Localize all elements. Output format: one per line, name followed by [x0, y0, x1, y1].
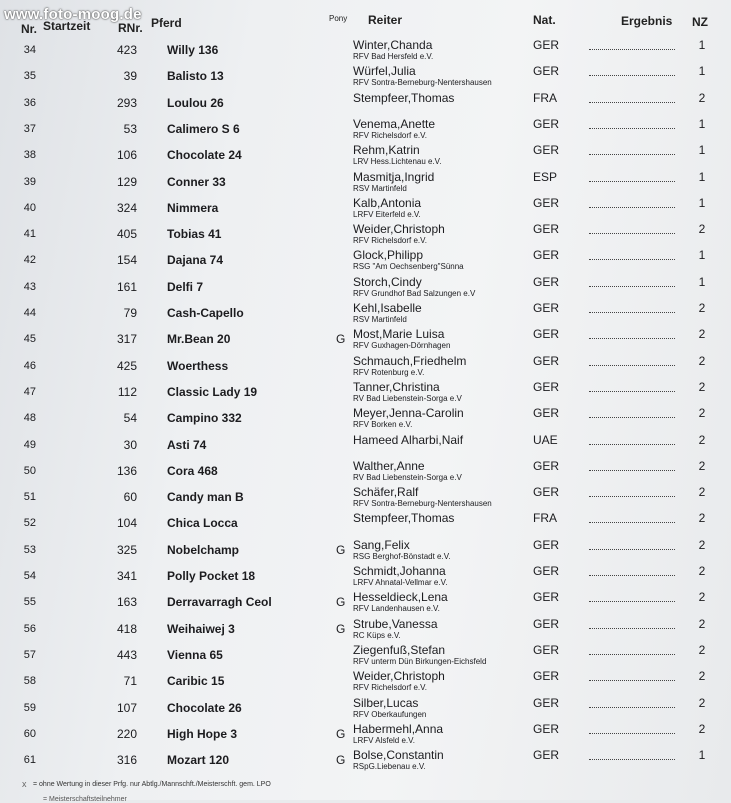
header-rnr: RNr. — [118, 21, 143, 35]
nz-value: 2 — [698, 590, 706, 605]
nationality: GER — [533, 669, 560, 684]
rider-number: 423 — [116, 43, 137, 57]
result-field — [589, 94, 675, 103]
rider-name: Stempfeer,Thomas — [353, 90, 455, 105]
rider-number: 112 — [117, 384, 137, 399]
nz-value: 1 — [698, 248, 706, 263]
header-ergebnis: Ergebnis — [621, 14, 673, 28]
nationality: GER — [533, 616, 560, 631]
start-number: 56 — [23, 622, 36, 635]
club-name: RFV Rotenburg e.V. — [353, 367, 425, 377]
result-field — [589, 462, 675, 471]
horse-name: Vienna 65 — [167, 647, 223, 662]
club-name: RFV Guxhagen-Dörnhagen — [353, 341, 451, 351]
horse-name: Weihaiwej 3 — [167, 621, 235, 636]
pony-mark: G — [336, 595, 346, 610]
club-name: RSG "Am Oechsenberg"Sünna — [353, 262, 464, 272]
club-name: RFV Richelsdorf e.V. — [353, 236, 427, 246]
horse-name: Cash-Capello — [167, 306, 244, 320]
nationality: GER — [533, 116, 560, 131]
start-number: 52 — [23, 517, 36, 530]
horse-name: Nobelchamp — [167, 542, 240, 557]
nz-value: 2 — [698, 537, 706, 552]
nationality: UAE — [533, 432, 558, 447]
club-name: RFV Sontra-Berneburg-Nentershausen — [353, 78, 492, 88]
rider-number: 79 — [123, 306, 137, 320]
table-row — [0, 696, 731, 722]
result-field — [589, 120, 675, 129]
rider-number: 317 — [116, 332, 137, 347]
table-row — [0, 406, 731, 432]
club-name: RV Bad Liebenstein-Sorga e.V — [353, 393, 462, 403]
nationality: GER — [533, 248, 560, 263]
rider-name: Rehm,Katrin — [353, 143, 420, 158]
table-row — [0, 669, 731, 695]
nz-value: 2 — [698, 458, 706, 473]
nationality: GER — [533, 748, 560, 763]
nationality: GER — [533, 642, 560, 657]
rider-number: 163 — [116, 595, 137, 610]
nz-value: 1 — [698, 116, 706, 131]
club-name: RFV Sontra-Berneburg-Nentershausen — [353, 499, 492, 509]
club-name: RFV Bad Hersfeld e.V. — [353, 52, 434, 61]
horse-name: Derravarragh Ceol — [167, 595, 272, 610]
table-row — [0, 485, 731, 511]
start-number: 50 — [23, 464, 36, 477]
table-row — [0, 590, 731, 616]
table-row — [0, 143, 731, 169]
rider-number: 154 — [116, 253, 137, 268]
start-number: 59 — [23, 701, 36, 714]
club-name: LRFV Eiterfeld e.V. — [353, 209, 421, 219]
rider-number: 341 — [116, 569, 137, 583]
table-row — [0, 38, 731, 64]
club-name: RC Küps e.V. — [353, 630, 401, 640]
result-field — [589, 699, 675, 708]
nz-value: 2 — [698, 90, 706, 105]
table-row — [0, 617, 731, 643]
rider-number: 71 — [123, 674, 137, 689]
nz-value: 1 — [698, 143, 706, 158]
rider-number: 107 — [116, 700, 137, 715]
horse-name: Delfi 7 — [167, 279, 204, 294]
nz-value: 2 — [698, 642, 706, 657]
nationality: GER — [533, 695, 560, 710]
rider-name: Hameed Alharbi,Naif — [353, 432, 464, 447]
club-name: LRFV Alsfeld e.V. — [353, 735, 415, 745]
rider-name: Kehl,Isabelle — [353, 301, 422, 315]
start-number: 60 — [23, 727, 36, 740]
nz-value: 1 — [698, 748, 706, 763]
horse-name: Loulou 26 — [167, 95, 224, 110]
table-row — [0, 275, 731, 301]
rider-number: 104 — [116, 516, 137, 531]
rider-number: 136 — [116, 463, 137, 478]
result-field — [589, 646, 675, 655]
table-row — [0, 433, 731, 459]
result-field — [589, 225, 675, 234]
nz-value: 1 — [698, 38, 706, 52]
nz-value: 1 — [698, 64, 706, 79]
result-field — [589, 41, 675, 50]
horse-name: Dajana 74 — [167, 253, 224, 268]
table-row — [0, 459, 731, 485]
club-name: RFV Landenhausen e.V. — [353, 604, 440, 614]
horse-name: Chocolate 24 — [167, 148, 242, 163]
table-row — [0, 327, 731, 353]
rider-name: Meyer,Jenna-Carolin — [353, 406, 464, 421]
nationality: GER — [533, 379, 560, 394]
footnote-mark: x — [22, 779, 27, 789]
table-row — [0, 748, 731, 774]
rider-name: Silber,Lucas — [353, 695, 419, 710]
rider-number: 325 — [116, 542, 137, 557]
header-nz: NZ — [692, 15, 708, 29]
start-number: 38 — [23, 149, 36, 162]
nationality: GER — [533, 143, 560, 158]
start-number: 58 — [23, 675, 36, 688]
horse-name: Willy 136 — [167, 43, 219, 57]
table-row — [0, 538, 731, 564]
nationality: GER — [533, 274, 560, 289]
rider-name: Strube,Vanessa — [353, 616, 438, 631]
horse-name: Classic Lady 19 — [167, 384, 258, 399]
header-nr: Nr. — [21, 22, 38, 36]
header-nat: Nat. — [533, 13, 556, 27]
rider-number: 60 — [123, 490, 137, 505]
result-field — [589, 251, 675, 260]
table-row — [0, 117, 731, 143]
horse-name: Nimmera — [167, 200, 219, 215]
nationality: GER — [533, 485, 560, 500]
nationality: GER — [533, 590, 560, 605]
result-field — [589, 67, 675, 76]
table-row — [0, 722, 731, 748]
horse-name: Calimero S 6 — [167, 121, 240, 136]
nz-value: 2 — [698, 721, 706, 736]
watermark: www.foto-moog.de — [4, 6, 142, 23]
nationality: GER — [533, 458, 560, 473]
rider-number: 53 — [123, 121, 137, 136]
result-field — [589, 620, 675, 629]
result-field — [589, 751, 675, 760]
start-number: 44 — [23, 307, 36, 319]
pony-mark: G — [336, 726, 346, 741]
rider-number: 324 — [116, 200, 137, 215]
header-reiter: Reiter — [368, 13, 403, 27]
start-number: 48 — [23, 412, 36, 425]
club-name: RFV Oberkaufungen — [353, 709, 427, 719]
result-field — [589, 672, 675, 681]
horse-name: Campino 332 — [167, 411, 242, 426]
horse-name: Mozart 120 — [167, 753, 230, 768]
nz-value: 2 — [698, 353, 706, 368]
result-field — [589, 330, 675, 339]
club-name: RFV Richelsdorf e.V. — [353, 683, 427, 693]
club-name: RSG Berghof-Bönstadt e.V. — [353, 551, 451, 561]
horse-name: Mr.Bean 20 — [167, 332, 231, 347]
horse-name: Chica Locca — [167, 516, 238, 531]
start-number: 51 — [23, 491, 36, 504]
nationality: GER — [533, 38, 560, 52]
nationality: GER — [533, 195, 560, 210]
result-field — [589, 436, 675, 445]
club-name: RSV Martinfeld — [353, 183, 407, 193]
start-number: 43 — [23, 280, 36, 293]
club-name: RFV unterm Dün Birkungen-Eichsfeld — [353, 656, 487, 666]
start-number: 57 — [23, 648, 36, 661]
nationality: FRA — [533, 511, 557, 526]
club-name: RFV Richelsdorf e.V. — [353, 130, 427, 140]
result-field — [589, 409, 675, 418]
nz-value: 2 — [698, 432, 706, 447]
nz-value: 2 — [698, 669, 706, 684]
table-row — [0, 511, 731, 537]
club-name: RSV Martinfeld — [353, 315, 407, 324]
result-field — [589, 199, 675, 208]
horse-name: Candy man B — [167, 490, 244, 505]
footnote-text: = ohne Wertung in dieser Prfg. nur Abtlg./Mannschft./Meisterschft. gem. LPO — [33, 781, 271, 788]
start-number: 41 — [23, 228, 36, 241]
rider-name: Weider,Christoph — [353, 669, 445, 684]
rider-number: 443 — [116, 647, 137, 662]
rider-name: Ziegenfuß,Stefan — [353, 642, 446, 657]
rider-name: Masmitja,Ingrid — [353, 169, 435, 184]
table-row — [0, 91, 731, 117]
nz-value: 2 — [698, 564, 706, 578]
rider-number: 316 — [116, 753, 137, 768]
rider-name: Habermehl,Anna — [353, 721, 444, 736]
rider-name: Most,Marie Luisa — [353, 327, 445, 342]
result-field — [589, 725, 675, 734]
nz-value: 2 — [698, 379, 706, 394]
nz-value: 2 — [698, 222, 706, 237]
rider-name: Winter,Chanda — [353, 38, 433, 52]
table-row — [0, 64, 731, 90]
start-number: 49 — [23, 438, 36, 451]
start-number: 54 — [23, 570, 36, 582]
header-startzeit: Startzeit — [43, 19, 91, 33]
rider-number: 129 — [116, 174, 137, 189]
nz-value: 2 — [698, 511, 706, 526]
rider-name: Bolse,Constantin — [353, 748, 444, 763]
rider-name: Weider,Christoph — [353, 222, 445, 237]
result-field — [589, 146, 675, 155]
rider-number: 30 — [123, 437, 137, 452]
start-number: 39 — [23, 175, 36, 188]
horse-name: Polly Pocket 18 — [167, 569, 256, 583]
horse-name: Asti 74 — [167, 437, 207, 452]
rider-number: 405 — [116, 227, 137, 242]
rider-number: 161 — [116, 279, 137, 294]
nationality: FRA — [533, 90, 557, 105]
nationality: ESP — [533, 169, 558, 184]
rider-number: 425 — [116, 358, 137, 373]
rider-number: 54 — [123, 411, 137, 426]
club-name: LRV Hess.Lichtenau e.V. — [353, 157, 442, 167]
rider-name: Sang,Felix — [353, 537, 410, 552]
start-number: 40 — [23, 201, 36, 214]
start-number: 53 — [23, 543, 36, 556]
horse-name: Woerthess — [167, 358, 229, 373]
start-number: 46 — [23, 359, 36, 372]
table-row — [0, 564, 731, 590]
rider-name: Glock,Philipp — [353, 248, 424, 263]
horse-name: High Hope 3 — [167, 726, 238, 741]
rider-number: 293 — [116, 95, 137, 110]
rider-number: 106 — [116, 148, 137, 163]
nationality: GER — [533, 721, 560, 736]
result-field — [589, 541, 675, 550]
rider-name: Storch,Cindy — [353, 274, 422, 289]
pony-mark: G — [336, 753, 346, 768]
pony-mark: G — [336, 332, 346, 347]
nationality: GER — [533, 537, 560, 552]
rider-number: 220 — [116, 726, 137, 741]
nz-value: 1 — [698, 195, 706, 210]
result-field — [589, 488, 675, 497]
start-number: 61 — [23, 754, 36, 767]
nz-value: 2 — [698, 327, 706, 342]
pony-mark: G — [336, 542, 346, 557]
rider-name: Kalb,Antonia — [353, 195, 422, 210]
table-row — [0, 643, 731, 669]
start-number: 34 — [23, 44, 36, 56]
result-field — [589, 278, 675, 287]
club-name: RSpG.Liebenau e.V. — [353, 762, 426, 772]
nz-value: 1 — [698, 169, 706, 184]
nz-value: 2 — [698, 695, 706, 710]
nationality: GER — [533, 327, 560, 342]
nz-value: 2 — [698, 485, 706, 500]
table-row — [0, 222, 731, 248]
nationality: GER — [533, 564, 560, 578]
start-number: 55 — [23, 596, 36, 609]
club-name: LRFV Ahnatal-Vellmar e.V. — [353, 578, 448, 587]
result-field — [589, 514, 675, 523]
table-row — [0, 248, 731, 274]
pony-mark: G — [336, 621, 346, 636]
nationality: GER — [533, 353, 560, 368]
horse-name: Balisto 13 — [167, 69, 224, 84]
result-field — [589, 593, 675, 602]
rider-number: 39 — [123, 69, 137, 84]
result-field — [589, 173, 675, 182]
footnote-text-2: = Meisterschaftsteilnehmer — [43, 796, 127, 803]
nationality: GER — [533, 301, 560, 315]
horse-name: Caribic 15 — [167, 674, 225, 689]
table-row — [0, 196, 731, 222]
club-name: RFV Grundhof Bad Salzungen e.V — [353, 288, 476, 298]
start-number: 42 — [23, 254, 36, 267]
rider-name: Hesseldieck,Lena — [353, 590, 448, 605]
start-number: 35 — [23, 70, 36, 83]
rider-name: Schmidt,Johanna — [353, 564, 446, 578]
nz-value: 2 — [698, 616, 706, 631]
start-number: 37 — [23, 122, 36, 135]
club-name: RV Bad Liebenstein-Sorga e.V — [353, 472, 462, 482]
table-row — [0, 380, 731, 406]
rider-name: Schmauch,Friedhelm — [353, 353, 467, 368]
horse-name: Cora 468 — [167, 463, 218, 478]
result-field — [589, 304, 675, 313]
header-pferd: Pferd — [151, 16, 182, 30]
nationality: GER — [533, 64, 560, 79]
result-field — [589, 357, 675, 366]
nationality: GER — [533, 406, 560, 421]
header-pony: Pony — [329, 14, 348, 23]
horse-name: Tobias 41 — [167, 227, 222, 242]
start-number: 47 — [23, 385, 36, 398]
table-row — [0, 170, 731, 196]
nationality: GER — [533, 222, 560, 237]
nz-value: 2 — [698, 406, 706, 421]
nz-value: 1 — [698, 274, 706, 289]
rider-name: Schäfer,Ralf — [353, 485, 419, 500]
rider-name: Stempfeer,Thomas — [353, 511, 455, 526]
result-field — [589, 383, 675, 392]
table-row — [0, 301, 731, 327]
nz-value: 2 — [698, 301, 706, 315]
rider-name: Würfel,Julia — [353, 64, 416, 79]
start-number: 36 — [23, 96, 36, 109]
table-row — [0, 354, 731, 380]
rider-number: 418 — [116, 621, 137, 636]
rider-name: Venema,Anette — [353, 116, 436, 131]
horse-name: Chocolate 26 — [167, 700, 242, 715]
rider-name: Tanner,Christina — [353, 379, 440, 394]
result-field — [589, 567, 675, 576]
club-name: RFV Borken e.V. — [353, 420, 413, 430]
rider-name: Walther,Anne — [353, 458, 425, 473]
start-number: 45 — [23, 333, 36, 346]
horse-name: Conner 33 — [167, 174, 226, 189]
